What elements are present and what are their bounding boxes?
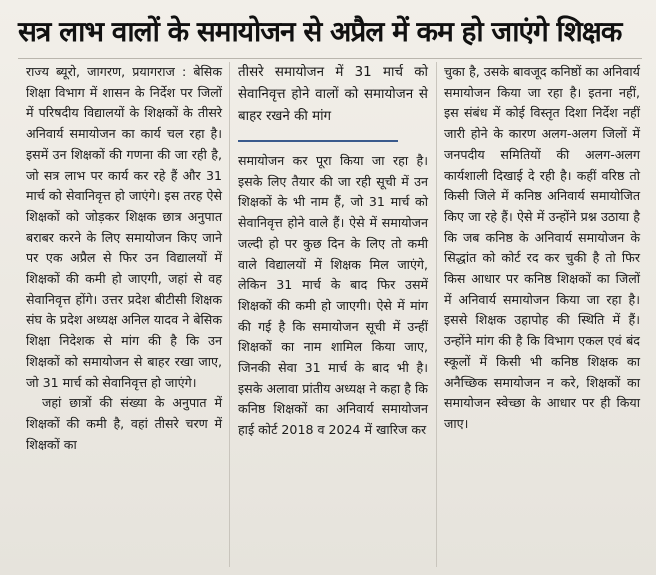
column-divider [229, 62, 230, 567]
article-paragraph: चुका है, उसके बावजूद कनिष्ठों का अनिवार्य समायोजन किया जा रहा है। इतना नहीं, इस संबंध में कोई विस्तृत दिशा निर्देश नहीं जारी होने के कारण अलग-अलग जिलों में जनपदीय समितियों की अलग-अलग कार्यशाली दिखाई दे रही है। कहीं वरिष्ठ तो किसी जिले में कनिष्ठ अनिवार्य समायोजित किए जा रहे हैं। ऐसे में उन्होंने प्रश्न उठाया है कि जब कनिष्ठ के अनिवार्य समायोजन के सिद्धांत को कोर्ट रद कर चुकी है तो फिर किस आधार पर कनिष्ठ शिक्षकों का जिलों में अनिवार्य समायोजन किया जा रहा है। इससे शिक्षक उहापोह की स्थिति में हैं। उन्होंने मांग की है कि विभाग एकल एवं बंद स्कूलों में किसी भी कनिष्ठ शिक्षक का अनैच्छिक समायोजन न करे, शिक्षकों का समायोजन स्वेच्छा के आधार पर ही किया जाए। [444, 64, 640, 431]
subheadline: तीसरे समायोजन में 31 मार्च को सेवानिवृत्त होने वालों को समायोजन से बाहर रखने की मांग [238, 65, 428, 124]
subheadline-rule [238, 140, 398, 142]
column-divider [436, 62, 437, 567]
article-column-3 [444, 62, 640, 435]
headline-rule [18, 58, 642, 59]
article-paragraph: जहां छात्रों की संख्या के अनुपात में शिक्षकों की कमी है, वहां तीसरे चरण में शिक्षकों का [26, 395, 222, 452]
article-paragraph [26, 62, 222, 393]
headline: सत्र लाभ वालों के समायोजन से अप्रैल में कम हो जाएंगे शिक्षक [18, 15, 622, 48]
article-column-2 [238, 62, 428, 441]
article-paragraph: समायोजन कर पूरा किया जा रहा है। इसके लिए तैयार की जा रही सूची में उन शिक्षकों के भी नाम हैं, जो 31 मार्च को सेवानिवृत्त होने वाले हैं। ऐसे में समायोजन जल्दी हो पर कुछ दिन के लिए तो कमी वाले विद्यालयों में शिक्षक मिल जाएंगे, लेकिन 31 मार्च के बाद फिर उसमें शिक्षकों की कमी हो जाएगी। ऐसे में मांग की गई है कि समायोजन सूची में उन्हीं शिक्षकों का नाम शामिल किया जाए, जिनकी सेवा 31 मार्च के बाद भी है। इसके अलावा प्रांतीय अध्यक्ष ने कहा है कि कनिष्ठ शिक्षकों का अनिवार्य समायोजन हाई कोर्ट 2018 व 2024 में खारिज कर [238, 153, 428, 438]
paragraph-text: बेसिक शिक्षा विभाग में शासन के निर्देश पर जिलों में परिषदीय विद्यालयों के शिक्षकों के तीसरे अनिवार्य समायोजन का कार्य चल रहा है। इसमें उन शिक्षकों की गणना की जा रही है, जो सत्र लाभ पर कार्य कर रहे हैं और 31 मार्च को सेवानिवृत्त हो जाएंगे। इस तरह ऐसे शिक्षकों को जोड़कर शिक्षक छात्र अनुपात बराबर करने के लिए समायोजन किए जाने पर एक अप्रैल से फिर उन विद्यालयों में शिक्षकों की कमी हो जाएगी, जहां से वह सेवानिवृत्त होंगे। उत्तर प्रदेश बीटीसी शिक्षक संघ के प्रदेश अध्यक्ष अनिल यादव ने बेसिक शिक्षा निदेशक से मांग की है कि उन शिक्षकों को समायोजन से बाहर रखा जाए, जो 31 मार्च को सेवानिवृत्त हो जाएंगे। [26, 64, 222, 390]
dateline: राज्य ब्यूरो, जागरण, प्रयागराज : [26, 64, 187, 79]
article-column-1 [26, 62, 222, 455]
